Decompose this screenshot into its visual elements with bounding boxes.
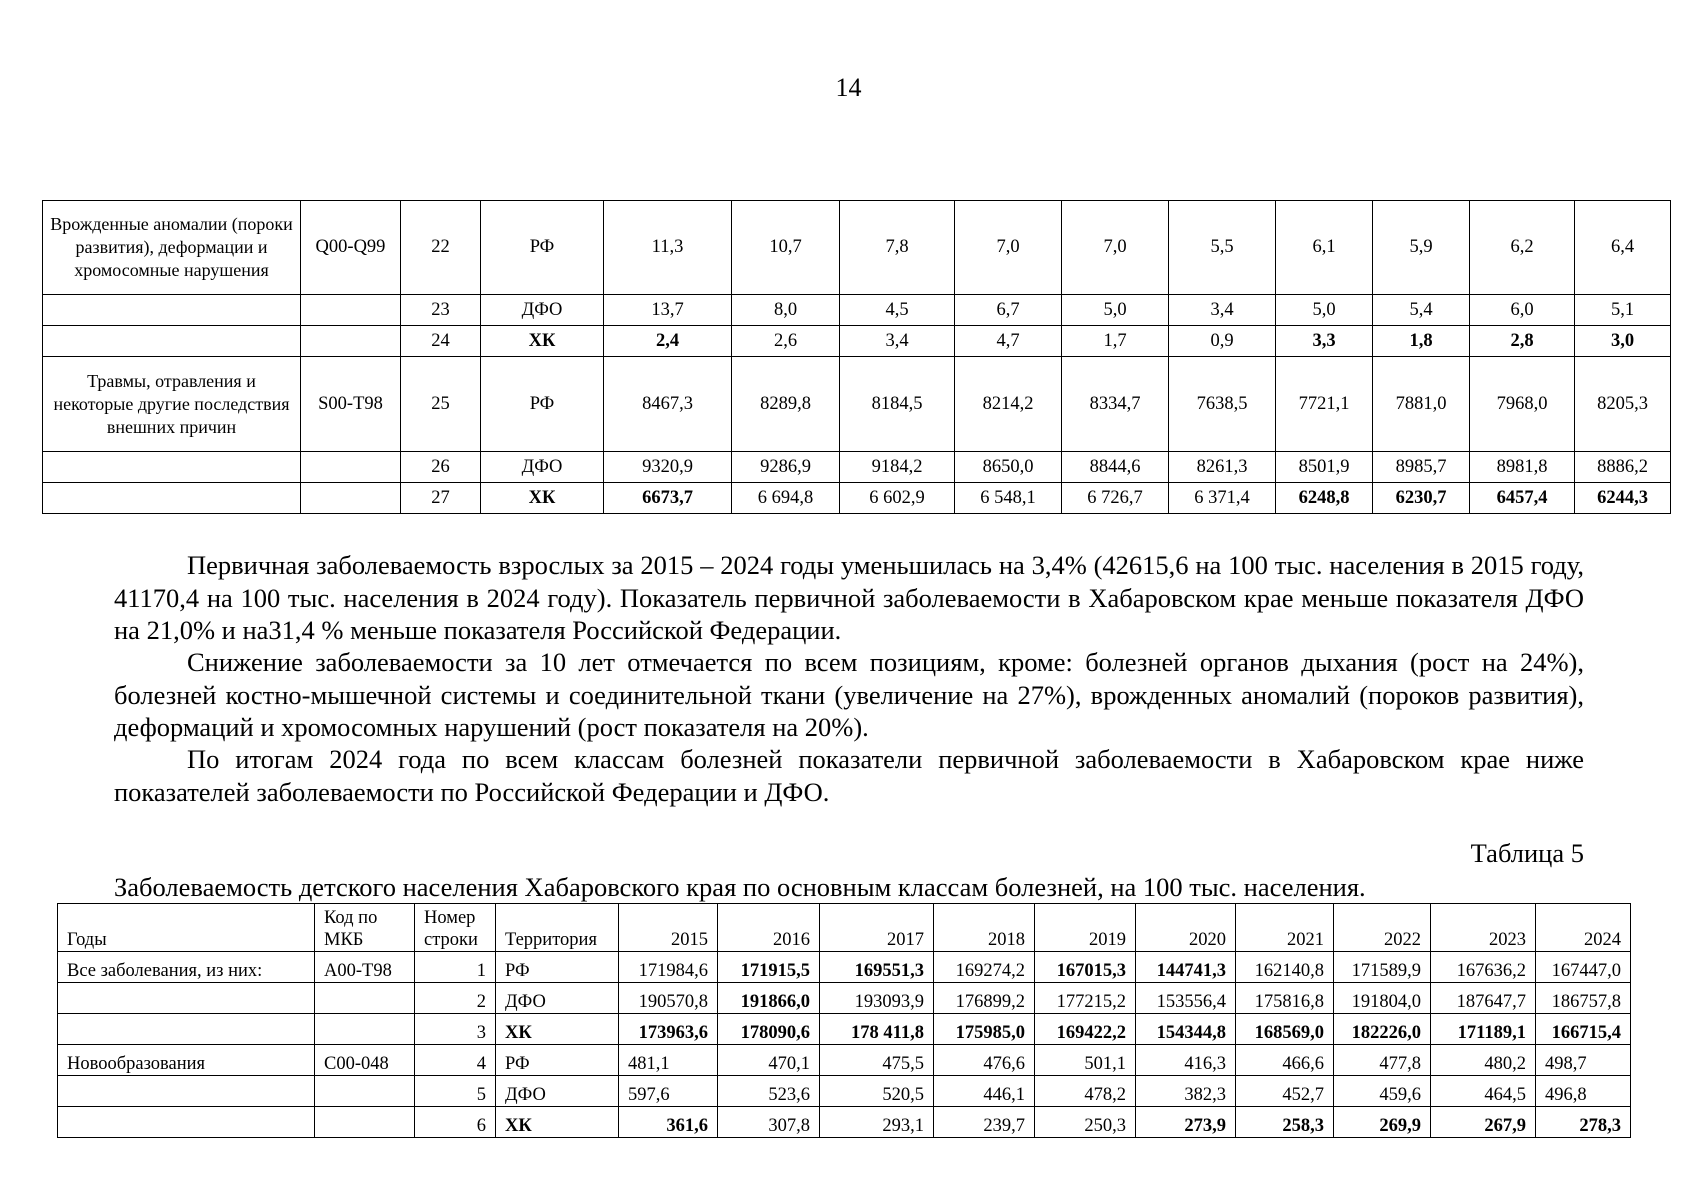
header-year: 2016 bbox=[718, 904, 820, 952]
value-cell: 154344,8 bbox=[1136, 1014, 1236, 1045]
header-year: 2024 bbox=[1536, 904, 1631, 952]
value-cell: 6 548,1 bbox=[955, 483, 1062, 514]
value-cell: 466,6 bbox=[1236, 1045, 1334, 1076]
value-cell: 267,9 bbox=[1431, 1107, 1536, 1138]
header-years: Годы bbox=[58, 904, 315, 952]
value-cell: 307,8 bbox=[718, 1107, 820, 1138]
value-cell: 477,8 bbox=[1334, 1045, 1431, 1076]
value-cell: 250,3 bbox=[1035, 1107, 1136, 1138]
territory-cell: ДФО bbox=[481, 295, 604, 326]
value-cell: 168569,0 bbox=[1236, 1014, 1334, 1045]
table-row bbox=[58, 1014, 1631, 1045]
value-cell: 7968,0 bbox=[1470, 357, 1575, 452]
value-cell: 173963,6 bbox=[619, 1014, 718, 1045]
table-header-row bbox=[58, 904, 1631, 952]
line-number-cell: 27 bbox=[401, 483, 481, 514]
value-cell: 273,9 bbox=[1136, 1107, 1236, 1138]
value-cell: 171189,1 bbox=[1431, 1014, 1536, 1045]
value-cell: 178 411,8 bbox=[820, 1014, 934, 1045]
value-cell: 9320,9 bbox=[604, 452, 732, 483]
value-cell: 452,7 bbox=[1236, 1076, 1334, 1107]
value-cell: 498,7 bbox=[1536, 1045, 1631, 1076]
value-cell: 382,3 bbox=[1136, 1076, 1236, 1107]
value-cell: 8467,3 bbox=[604, 357, 732, 452]
disease-class-cell bbox=[43, 483, 301, 514]
value-cell: 8184,5 bbox=[840, 357, 955, 452]
value-cell: 7,0 bbox=[1062, 201, 1169, 295]
value-cell: 470,1 bbox=[718, 1045, 820, 1076]
header-year: 2019 bbox=[1035, 904, 1136, 952]
value-cell: 11,3 bbox=[604, 201, 732, 295]
value-cell: 166715,4 bbox=[1536, 1014, 1631, 1045]
value-cell: 278,3 bbox=[1536, 1107, 1631, 1138]
value-cell: 7881,0 bbox=[1373, 357, 1470, 452]
territory-cell: РФ bbox=[481, 201, 604, 295]
disease-class-cell bbox=[58, 1076, 315, 1107]
disease-class-cell bbox=[43, 326, 301, 357]
value-cell: 8844,6 bbox=[1062, 452, 1169, 483]
value-cell: 7638,5 bbox=[1169, 357, 1276, 452]
line-number-cell: 6 bbox=[415, 1107, 496, 1138]
value-cell: 191866,0 bbox=[718, 983, 820, 1014]
incidence-table-children bbox=[57, 903, 1631, 1138]
header-territory: Территория bbox=[496, 904, 619, 952]
value-cell: 167015,3 bbox=[1035, 952, 1136, 983]
value-cell: 169274,2 bbox=[934, 952, 1035, 983]
value-cell: 1,8 bbox=[1373, 326, 1470, 357]
territory-cell: ДФО bbox=[496, 983, 619, 1014]
value-cell: 361,6 bbox=[619, 1107, 718, 1138]
line-number-cell: 4 bbox=[415, 1045, 496, 1076]
value-cell: 8261,3 bbox=[1169, 452, 1276, 483]
value-cell: 8205,3 bbox=[1575, 357, 1671, 452]
value-cell: 5,1 bbox=[1575, 295, 1671, 326]
header-line-number: Номер строки bbox=[415, 904, 496, 952]
value-cell: 5,4 bbox=[1373, 295, 1470, 326]
line-number-cell: 26 bbox=[401, 452, 481, 483]
value-cell: 10,7 bbox=[732, 201, 840, 295]
value-cell: 2,8 bbox=[1470, 326, 1575, 357]
value-cell: 3,3 bbox=[1276, 326, 1373, 357]
value-cell: 7,0 bbox=[955, 201, 1062, 295]
value-cell: 6 371,4 bbox=[1169, 483, 1276, 514]
territory-cell: ХК bbox=[496, 1014, 619, 1045]
value-cell: 6,2 bbox=[1470, 201, 1575, 295]
line-number-cell: 3 bbox=[415, 1014, 496, 1045]
value-cell: 8,0 bbox=[732, 295, 840, 326]
value-cell: 464,5 bbox=[1431, 1076, 1536, 1107]
value-cell: 175816,8 bbox=[1236, 983, 1334, 1014]
header-year: 2022 bbox=[1334, 904, 1431, 952]
value-cell: 8886,2 bbox=[1575, 452, 1671, 483]
value-cell: 475,5 bbox=[820, 1045, 934, 1076]
value-cell: 5,0 bbox=[1062, 295, 1169, 326]
value-cell: 191804,0 bbox=[1334, 983, 1431, 1014]
paragraph-2: Снижение заболеваемости за 10 лет отмечается по всем позициям, кроме: болезней органов дыхания (рост на 24%), болезней костно-мышечной системы и соединительной ткани (увеличение на 27%), врожденных аномалий (пороков развития), деформаций и хромосомных нарушений (рост показателя на 20%). bbox=[114, 647, 1584, 742]
icd-code-cell: C00-048 bbox=[315, 1045, 415, 1076]
value-cell: 6457,4 bbox=[1470, 483, 1575, 514]
value-cell: 2,4 bbox=[604, 326, 732, 357]
table-row bbox=[58, 1045, 1631, 1076]
header-year: 2017 bbox=[820, 904, 934, 952]
value-cell: 6 726,7 bbox=[1062, 483, 1169, 514]
value-cell: 6,4 bbox=[1575, 201, 1671, 295]
disease-class-cell: Все заболевания, из них: bbox=[58, 952, 315, 983]
value-cell: 6244,3 bbox=[1575, 483, 1671, 514]
disease-class-cell bbox=[58, 983, 315, 1014]
territory-cell: РФ bbox=[496, 1045, 619, 1076]
value-cell: 481,1 bbox=[619, 1045, 718, 1076]
value-cell: 8289,8 bbox=[732, 357, 840, 452]
value-cell: 171915,5 bbox=[718, 952, 820, 983]
line-number-cell: 24 bbox=[401, 326, 481, 357]
icd-code-cell bbox=[315, 1076, 415, 1107]
value-cell: 8214,2 bbox=[955, 357, 1062, 452]
value-cell: 6 602,9 bbox=[840, 483, 955, 514]
header-year: 2015 bbox=[619, 904, 718, 952]
header-year: 2021 bbox=[1236, 904, 1334, 952]
icd-code-cell bbox=[315, 1014, 415, 1045]
value-cell: 182226,0 bbox=[1334, 1014, 1431, 1045]
header-code: Код по МКБ bbox=[315, 904, 415, 952]
icd-code-cell bbox=[301, 452, 401, 483]
table-row bbox=[43, 295, 1671, 326]
line-number-cell: 2 bbox=[415, 983, 496, 1014]
value-cell: 6,7 bbox=[955, 295, 1062, 326]
icd-code-cell: Q00-Q99 bbox=[301, 201, 401, 295]
value-cell: 4,7 bbox=[955, 326, 1062, 357]
disease-class-cell: Новообразования bbox=[58, 1045, 315, 1076]
value-cell: 3,4 bbox=[1169, 295, 1276, 326]
value-cell: 3,0 bbox=[1575, 326, 1671, 357]
header-year: 2018 bbox=[934, 904, 1035, 952]
value-cell: 7,8 bbox=[840, 201, 955, 295]
disease-class-cell bbox=[58, 1107, 315, 1138]
icd-code-cell bbox=[315, 1107, 415, 1138]
value-cell: 187647,7 bbox=[1431, 983, 1536, 1014]
value-cell: 6 694,8 bbox=[732, 483, 840, 514]
territory-cell: ДФО bbox=[496, 1076, 619, 1107]
value-cell: 153556,4 bbox=[1136, 983, 1236, 1014]
value-cell: 7721,1 bbox=[1276, 357, 1373, 452]
value-cell: 6248,8 bbox=[1276, 483, 1373, 514]
value-cell: 5,5 bbox=[1169, 201, 1276, 295]
value-cell: 0,9 bbox=[1169, 326, 1276, 357]
value-cell: 6673,7 bbox=[604, 483, 732, 514]
value-cell: 523,6 bbox=[718, 1076, 820, 1107]
value-cell: 13,7 bbox=[604, 295, 732, 326]
value-cell: 2,6 bbox=[732, 326, 840, 357]
disease-class-cell bbox=[43, 295, 301, 326]
value-cell: 496,8 bbox=[1536, 1076, 1631, 1107]
page-number: 14 bbox=[835, 73, 862, 102]
value-cell: 6,0 bbox=[1470, 295, 1575, 326]
value-cell: 171589,9 bbox=[1334, 952, 1431, 983]
territory-cell: ДФО bbox=[481, 452, 604, 483]
icd-code-cell bbox=[301, 483, 401, 514]
value-cell: 176899,2 bbox=[934, 983, 1035, 1014]
value-cell: 597,6 bbox=[619, 1076, 718, 1107]
value-cell: 8501,9 bbox=[1276, 452, 1373, 483]
value-cell: 5,0 bbox=[1276, 295, 1373, 326]
table-row bbox=[43, 326, 1671, 357]
value-cell: 169422,2 bbox=[1035, 1014, 1136, 1045]
value-cell: 9286,9 bbox=[732, 452, 840, 483]
value-cell: 5,9 bbox=[1373, 201, 1470, 295]
value-cell: 162140,8 bbox=[1236, 952, 1334, 983]
value-cell: 446,1 bbox=[934, 1076, 1035, 1107]
value-cell: 144741,3 bbox=[1136, 952, 1236, 983]
icd-code-cell: S00-T98 bbox=[301, 357, 401, 452]
table-label: Таблица 5 bbox=[1470, 838, 1584, 868]
icd-code-cell: A00-T98 bbox=[315, 952, 415, 983]
value-cell: 193093,9 bbox=[820, 983, 934, 1014]
line-number-cell: 1 bbox=[415, 952, 496, 983]
value-cell: 480,2 bbox=[1431, 1045, 1536, 1076]
table-row bbox=[58, 952, 1631, 983]
value-cell: 239,7 bbox=[934, 1107, 1035, 1138]
value-cell: 6,1 bbox=[1276, 201, 1373, 295]
value-cell: 416,3 bbox=[1136, 1045, 1236, 1076]
disease-class-cell bbox=[58, 1014, 315, 1045]
value-cell: 258,3 bbox=[1236, 1107, 1334, 1138]
territory-cell: ХК bbox=[481, 483, 604, 514]
value-cell: 1,7 bbox=[1062, 326, 1169, 357]
value-cell: 190570,8 bbox=[619, 983, 718, 1014]
line-number-cell: 23 bbox=[401, 295, 481, 326]
value-cell: 4,5 bbox=[840, 295, 955, 326]
line-number-cell: 5 bbox=[415, 1076, 496, 1107]
line-number-cell: 22 bbox=[401, 201, 481, 295]
value-cell: 8985,7 bbox=[1373, 452, 1470, 483]
value-cell: 178090,6 bbox=[718, 1014, 820, 1045]
table-row bbox=[43, 201, 1671, 295]
incidence-table-adults-continued bbox=[42, 200, 1671, 514]
disease-class-cell: Травмы, отравления и некоторые другие последствия внешних причин bbox=[43, 357, 301, 452]
value-cell: 171984,6 bbox=[619, 952, 718, 983]
icd-code-cell bbox=[301, 295, 401, 326]
value-cell: 167636,2 bbox=[1431, 952, 1536, 983]
value-cell: 6230,7 bbox=[1373, 483, 1470, 514]
value-cell: 186757,8 bbox=[1536, 983, 1631, 1014]
header-year: 2020 bbox=[1136, 904, 1236, 952]
table-row bbox=[58, 1076, 1631, 1107]
table-row bbox=[58, 1107, 1631, 1138]
icd-code-cell bbox=[315, 983, 415, 1014]
paragraph-1: Первичная заболеваемость взрослых за 2015 – 2024 годы уменьшилась на 3,4% (42615,6 на 100 тыс. населения в 2015 году, 41170,4 на 100 тыс. населения в 2024 году). Показатель первичной заболеваемости в Хабаровском крае меньше показателя ДФО на 21,0% и на31,4 % меньше показателя Российской Федерации. bbox=[114, 550, 1584, 645]
table-title: Заболеваемость детского населения Хабаровского края по основным классам болезней, на 100 тыс. населения. bbox=[114, 872, 1366, 902]
territory-cell: ХК bbox=[481, 326, 604, 357]
territory-cell: РФ bbox=[496, 952, 619, 983]
value-cell: 501,1 bbox=[1035, 1045, 1136, 1076]
disease-class-cell bbox=[43, 452, 301, 483]
value-cell: 269,9 bbox=[1334, 1107, 1431, 1138]
value-cell: 177215,2 bbox=[1035, 983, 1136, 1014]
value-cell: 3,4 bbox=[840, 326, 955, 357]
value-cell: 476,6 bbox=[934, 1045, 1035, 1076]
value-cell: 167447,0 bbox=[1536, 952, 1631, 983]
value-cell: 8334,7 bbox=[1062, 357, 1169, 452]
value-cell: 8981,8 bbox=[1470, 452, 1575, 483]
territory-cell: ХК bbox=[496, 1107, 619, 1138]
header-year: 2023 bbox=[1431, 904, 1536, 952]
value-cell: 520,5 bbox=[820, 1076, 934, 1107]
value-cell: 169551,3 bbox=[820, 952, 934, 983]
value-cell: 175985,0 bbox=[934, 1014, 1035, 1045]
table-row bbox=[43, 357, 1671, 452]
table-row bbox=[58, 983, 1631, 1014]
value-cell: 9184,2 bbox=[840, 452, 955, 483]
table-row bbox=[43, 452, 1671, 483]
value-cell: 293,1 bbox=[820, 1107, 934, 1138]
disease-class-cell: Врожденные аномалии (пороки развития), деформации и хромосомные нарушения bbox=[43, 201, 301, 295]
value-cell: 8650,0 bbox=[955, 452, 1062, 483]
icd-code-cell bbox=[301, 326, 401, 357]
value-cell: 459,6 bbox=[1334, 1076, 1431, 1107]
territory-cell: РФ bbox=[481, 357, 604, 452]
value-cell: 478,2 bbox=[1035, 1076, 1136, 1107]
paragraph-3: По итогам 2024 года по всем классам болезней показатели первичной заболеваемости в Хабаровском крае ниже показателей заболеваемости по Российской Федерации и ДФО. bbox=[114, 744, 1584, 807]
line-number-cell: 25 bbox=[401, 357, 481, 452]
table-row bbox=[43, 483, 1671, 514]
